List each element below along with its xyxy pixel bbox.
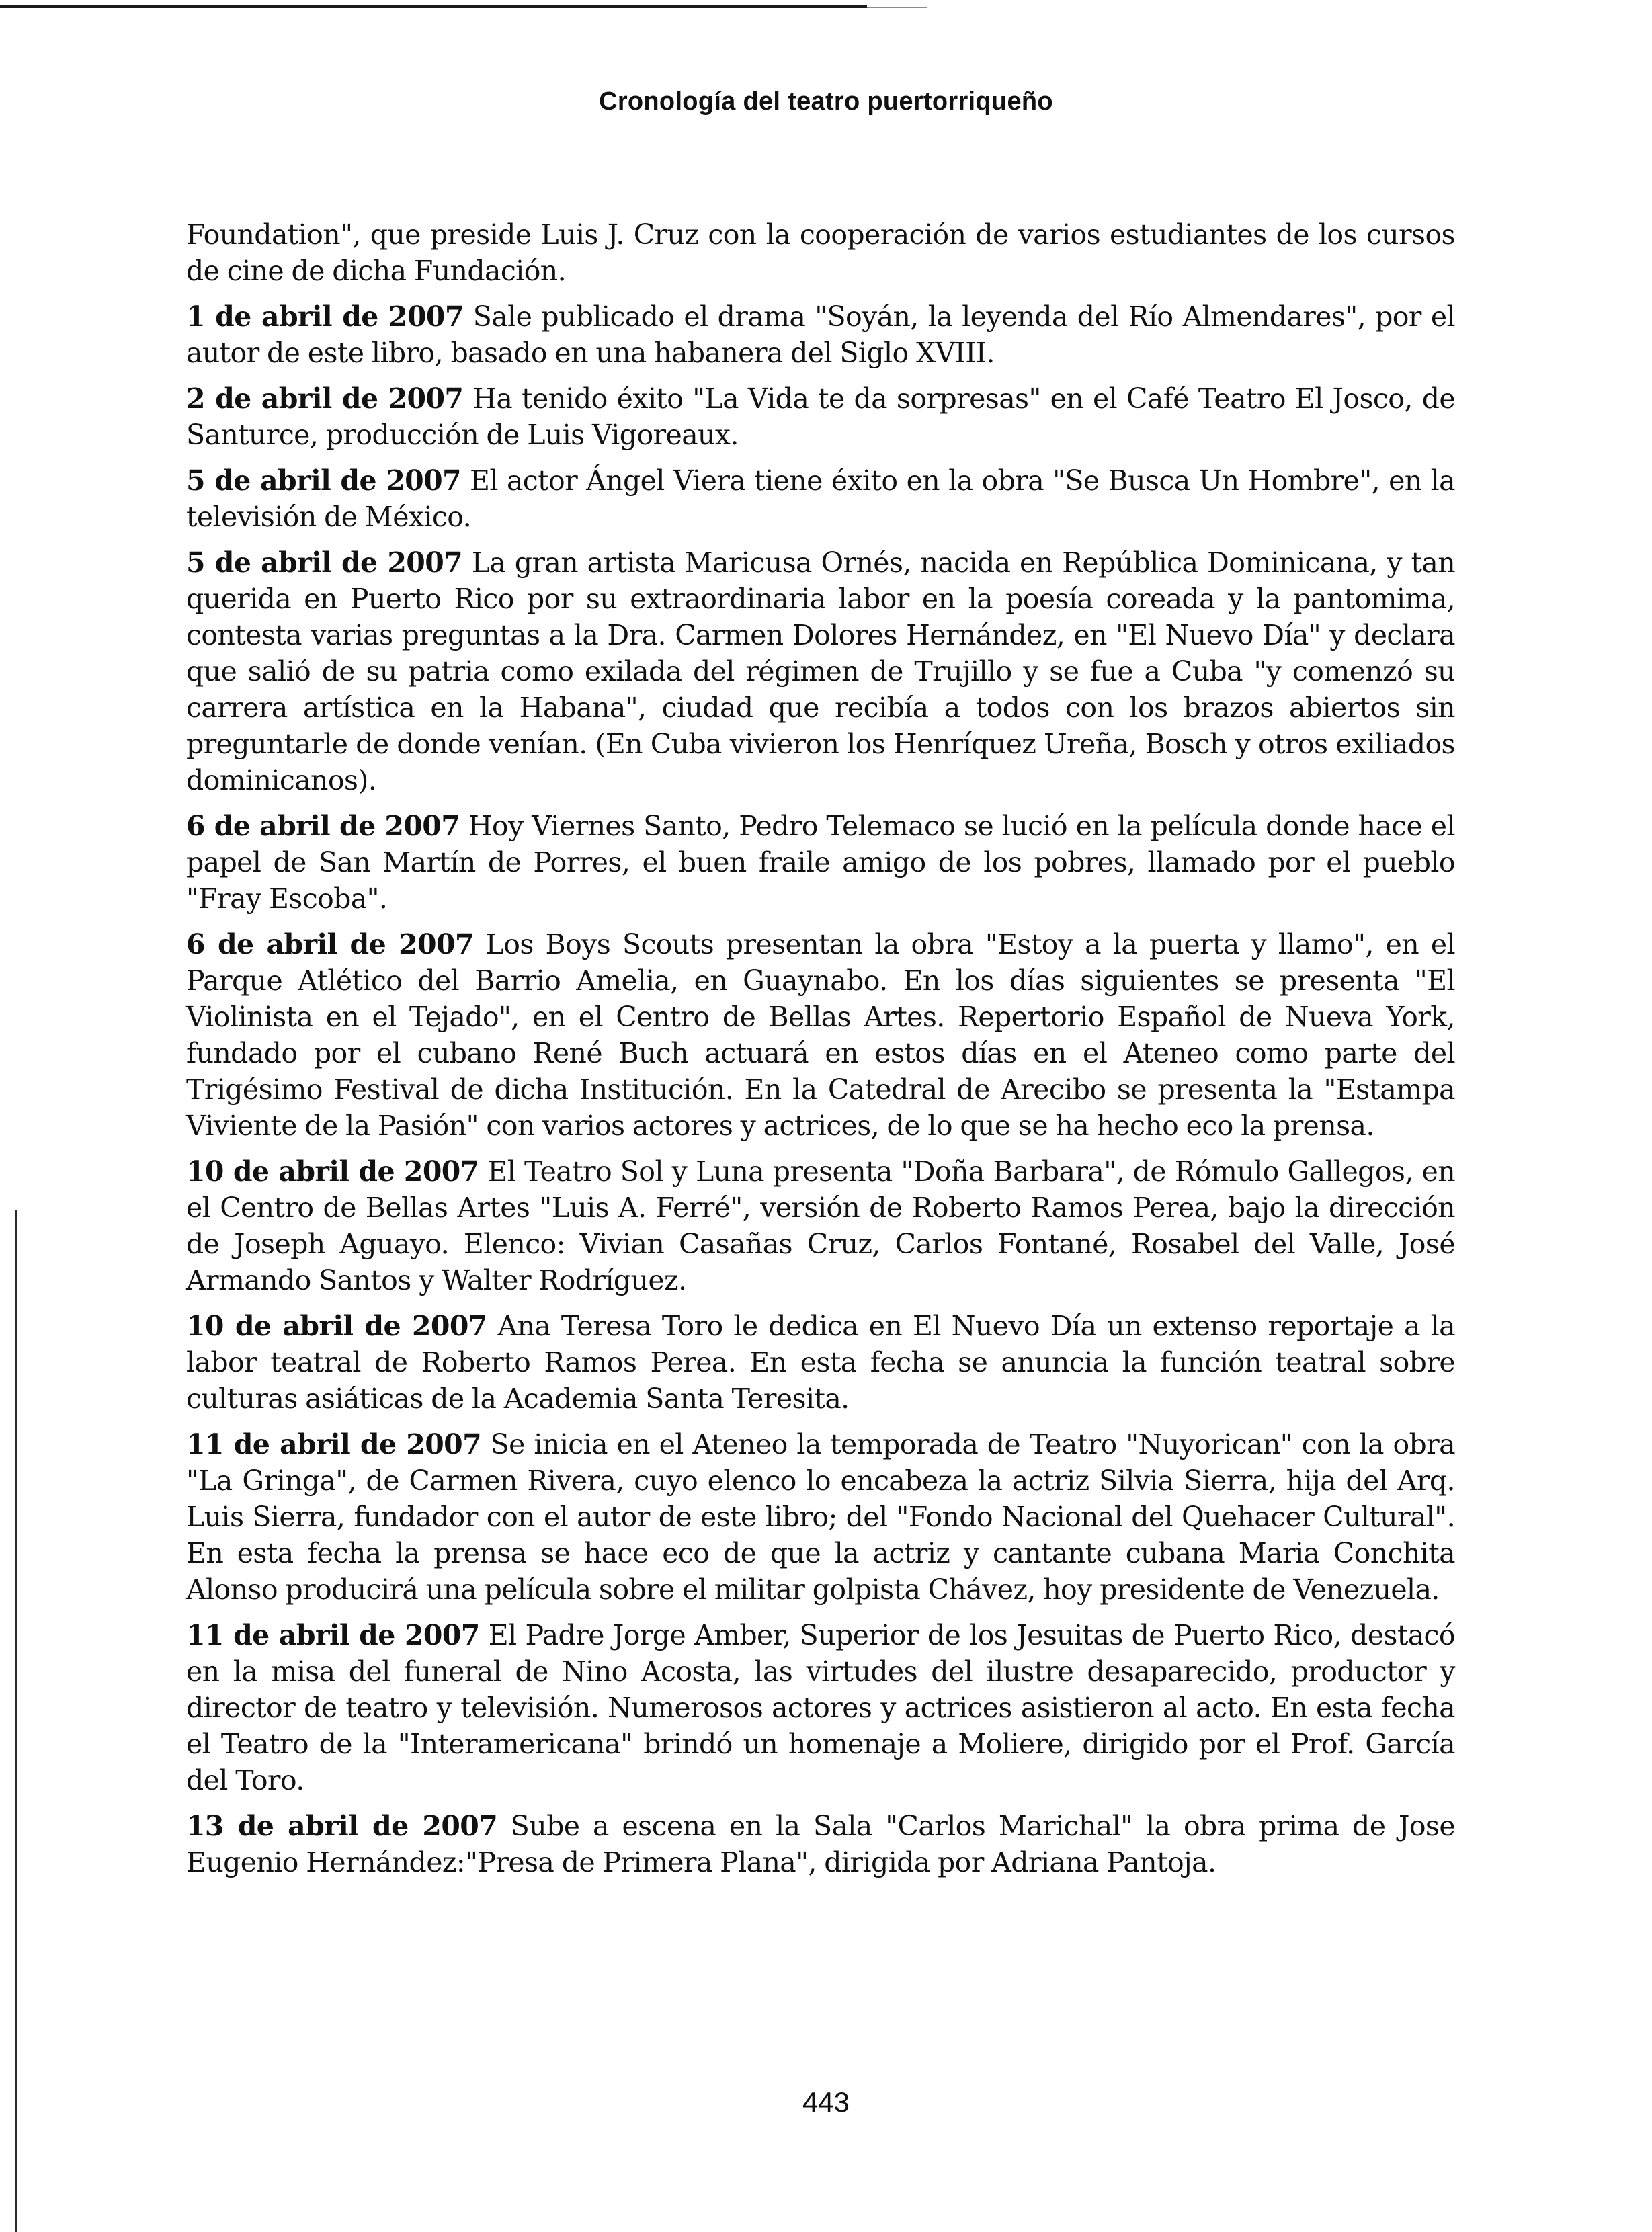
entry-text: La gran artista Maricusa Ornés, nacida en República Dominicana, y tan querida en Puerto Rico por su extraordinaria labor en la poesía coreada y la pantomima, contesta varias preguntas a la Dra. Carmen Dolores Hernández, en "El Nuevo Día" y declara que salió de su patria como exilada del régimen de Trujillo y se fue a Cuba "y comenzó su carrera artística en la Habana", ciudad que recibía a todos con los brazos abiertos sin preguntarle de donde venían. (En Cuba vivieron los Henríquez Ureña, Bosch y otros exiliados dominicanos). bbox=[186, 546, 1456, 796]
entry-text: Hoy Viernes Santo, Pedro Telemaco se lució en la película donde hace el papel de San Martín de Porres, el buen fraile amigo de los pobres, llamado por el pueblo "Fray Escoba". bbox=[186, 810, 1455, 915]
entry-date: 6 de abril de 2007 bbox=[186, 928, 474, 960]
entry-text: Sale publicado el drama "Soyán, la leyenda del Río Almendares", por el autor de este libro, basado en una habanera del Siglo XVIII. bbox=[186, 300, 1456, 369]
scan-border-top bbox=[0, 5, 867, 8]
entry bbox=[186, 380, 1455, 453]
entry-date: 6 de abril de 2007 bbox=[186, 810, 460, 842]
entry bbox=[186, 926, 1455, 1144]
entry-date: 1 de abril de 2007 bbox=[186, 300, 464, 333]
entry bbox=[186, 1808, 1455, 1880]
entry-text: El actor Ángel Viera tiene éxito en la obra "Se Busca Un Hombre", en la televisión de México. bbox=[186, 464, 1455, 533]
entry-text: Ha tenido éxito "La Vida te da sorpresas" en el Café Teatro El Josco, de Santurce, producción de Luis Vigoreaux. bbox=[186, 382, 1456, 451]
entry-date: 11 de abril de 2007 bbox=[186, 1619, 480, 1651]
entry-date: 2 de abril de 2007 bbox=[186, 382, 464, 415]
entry bbox=[186, 808, 1455, 917]
entry-date: 13 de abril de 2007 bbox=[186, 1810, 498, 1842]
entry-date: 10 de abril de 2007 bbox=[186, 1155, 479, 1188]
entry-text: El Teatro Sol y Luna presenta "Doña Barbara", de Rómulo Gallegos, en el Centro de Bellas Artes "Luis A. Ferré", versión de Roberto Ramos Perea, bajo la dirección de Joseph Aguayo. Elenco: Vivian Casañas Cruz, Carlos Fontané, Rosabel del Valle, José Armando Santos y Walter Rodríguez. bbox=[186, 1155, 1456, 1296]
chronology-body bbox=[186, 216, 1455, 1890]
entry bbox=[186, 462, 1455, 535]
entry-text: Ana Teresa Toro le dedica en El Nuevo Día un extenso reportaje a la labor teatral de Roberto Ramos Perea. En esta fecha se anuncia la función teatral sobre culturas asiáticas de la Academia Santa Teresita. bbox=[186, 1310, 1455, 1415]
entry bbox=[186, 1617, 1455, 1799]
page-number: 443 bbox=[802, 2086, 850, 2118]
entry bbox=[186, 1153, 1455, 1298]
entry-text: Los Boys Scouts presentan la obra "Estoy a la puerta y llamo", en el Parque Atlético del Barrio Amelia, en Guaynabo. En los días siguientes se presenta "El Violinista en el Tejado", en el Centro de Bellas Artes. Repertorio Español de Nueva York, fundado por el cubano René Buch actuará en estos días en el Ateneo como parte del Trigésimo Festival de dicha Institución. En la Catedral de Arecibo se presenta la "Estampa Viviente de la Pasión" con varios actores y actrices, de lo que se ha hecho eco la prensa. bbox=[186, 928, 1456, 1142]
entry-date: 10 de abril de 2007 bbox=[186, 1310, 487, 1342]
entry-date: 5 de abril de 2007 bbox=[186, 464, 461, 497]
scan-border-left bbox=[15, 1210, 17, 2232]
entry bbox=[186, 1308, 1455, 1417]
scan-border-top-faint bbox=[867, 7, 927, 8]
running-header: Cronología del teatro puertorriqueño bbox=[599, 87, 1053, 116]
entry bbox=[186, 1426, 1455, 1608]
continuation-paragraph: Foundation", que preside Luis J. Cruz con la cooperación de varios estudiantes de los cursos de cine de dicha Fundación. bbox=[186, 218, 1455, 287]
entry-text: Se inicia en el Ateneo la temporada de Teatro "Nuyorican" con la obra "La Gringa", de Carmen Rivera, cuyo elenco lo encabeza la actriz Silvia Sierra, hija del Arq. Luis Sierra, fundador con el autor de este libro; del "Fondo Nacional del Quehacer Cultural". En esta fecha la prensa se hace eco de que la actriz y cantante cubana Maria Conchita Alonso producirá una película sobre el militar golpista Chávez, hoy presidente de Venezuela. bbox=[186, 1428, 1456, 1606]
entry-date: 5 de abril de 2007 bbox=[186, 546, 463, 579]
entry bbox=[186, 544, 1455, 798]
entry-text: El Padre Jorge Amber, Superior de los Jesuitas de Puerto Rico, destacó en la misa del funeral de Nino Acosta, las virtudes del ilustre desaparecido, productor y director de teatro y televisión. Numerosos actores y actrices asistieron al acto. En esta fecha el Teatro de la "Interamericana" brindó un homenaje a Moliere, dirigido por el Prof. García del Toro. bbox=[186, 1619, 1456, 1796]
entry-text: Sube a escena en la Sala "Carlos Marichal" la obra prima de Jose Eugenio Hernández:"Presa de Primera Plana", dirigida por Adriana Pantoja. bbox=[186, 1810, 1456, 1878]
entry-date: 11 de abril de 2007 bbox=[186, 1428, 482, 1460]
entry bbox=[186, 298, 1455, 371]
